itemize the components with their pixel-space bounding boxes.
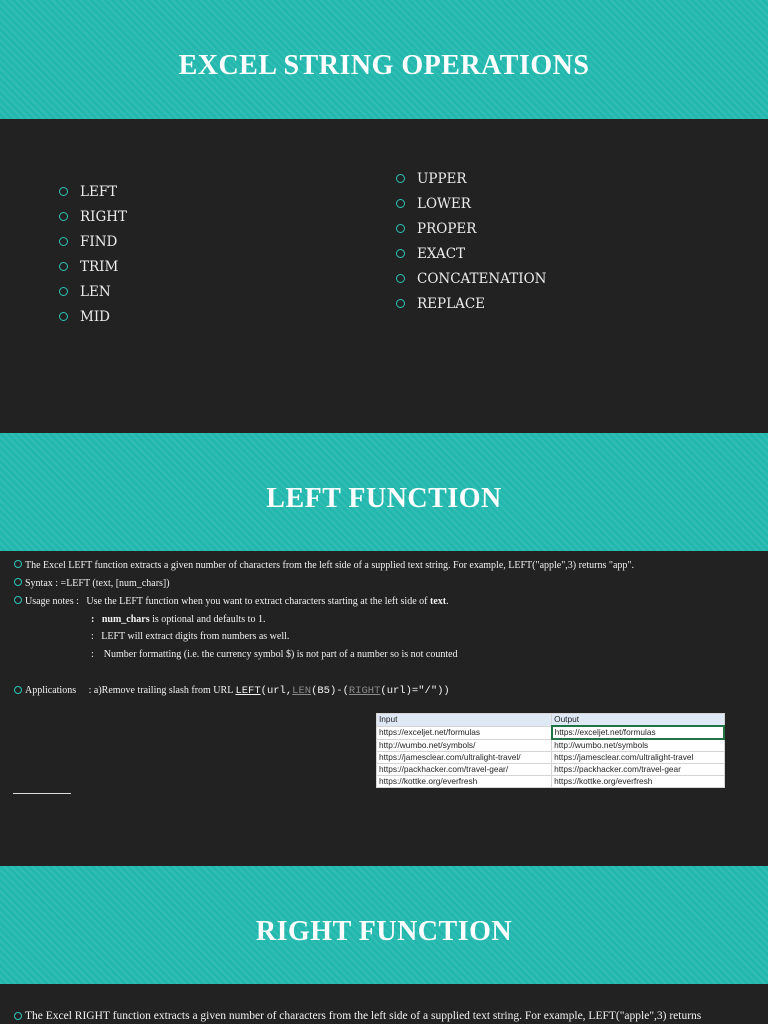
slide1-title: EXCEL STRING OPERATIONS (178, 50, 590, 81)
usage-note-digits: : LEFT will extract digits from numbers as well. (91, 631, 290, 642)
table-cell: https://exceljet.net/formulas (377, 726, 552, 739)
slide2-title: LEFT FUNCTION (266, 483, 502, 514)
function-name: EXACT (417, 246, 466, 262)
usage-notes-period: . (446, 596, 449, 607)
function-name: LOWER (417, 196, 471, 212)
formula-part2: (B5)-( (311, 685, 349, 697)
slide3-title: RIGHT FUNCTION (255, 916, 513, 947)
table-row (377, 739, 725, 752)
function-list-item (396, 192, 546, 217)
bullet-ring-icon (59, 187, 68, 196)
function-list-item (396, 167, 546, 192)
function-list-item (396, 242, 546, 267)
divider-line (13, 793, 71, 794)
function-name: FIND (80, 234, 118, 250)
applications-line (25, 685, 450, 697)
function-list-item (59, 255, 127, 280)
function-list-item (59, 180, 127, 205)
applications-label: Applications : a)Remove trailing slash from URL (25, 685, 236, 696)
function-list-item (59, 230, 127, 255)
formula-part1: (url, (260, 685, 293, 697)
bullet-ring-icon (14, 1012, 22, 1020)
table-row (377, 726, 725, 739)
left-usage-notes (25, 596, 449, 607)
function-list-item (59, 280, 127, 305)
table-cell: https://jamesclear.com/ultralight-travel/ (377, 752, 552, 764)
function-name: RIGHT (80, 209, 128, 225)
formula-len: LEN (292, 685, 312, 697)
formula-right: RIGHT (348, 685, 381, 697)
note-num-chars-text: is optional and defaults to 1. (149, 614, 266, 625)
table-header-cell: Output (552, 714, 724, 727)
bullet-ring-icon (59, 237, 68, 246)
bullet-ring-icon (14, 596, 22, 604)
function-list-item (396, 217, 546, 242)
bullet-ring-icon (396, 299, 405, 308)
bullet-ring-icon (59, 287, 68, 296)
bullet-ring-icon (59, 312, 68, 321)
slide3-header (0, 866, 768, 984)
table-header-cell: Input (377, 714, 552, 727)
bullet-ring-icon (396, 199, 405, 208)
table-cell: https://jamesclear.com/ultralight-travel (552, 752, 724, 764)
function-name: CONCATENATION (417, 271, 547, 287)
function-name: PROPER (417, 221, 477, 237)
table-cell: https://kottke.org/everfresh (552, 776, 724, 788)
function-list-item (59, 205, 127, 230)
bullet-ring-icon (14, 560, 22, 568)
right-function-list (396, 167, 546, 317)
function-name: LEFT (80, 184, 118, 200)
table-header-row (377, 714, 725, 727)
usage-notes-bold: text (429, 596, 447, 607)
table-cell: http://wumbo.net/symbols (552, 739, 724, 752)
table-cell: https://packhacker.com/travel-gear/ (377, 764, 552, 776)
slide1-header (0, 0, 768, 119)
function-list-item (59, 305, 127, 330)
bullet-ring-icon (396, 224, 405, 233)
bullet-ring-icon (14, 578, 22, 586)
function-name: UPPER (417, 171, 467, 187)
usage-note-num-chars (91, 614, 265, 625)
table-row (377, 776, 725, 788)
usage-note-formatting: : Number formatting (i.e. the currency symbol $) is not part of a number so is not counted (91, 649, 458, 660)
function-name: MID (80, 309, 110, 325)
function-name: LEN (80, 284, 111, 300)
function-name: REPLACE (417, 296, 486, 312)
bullet-ring-icon (59, 262, 68, 271)
bullet-ring-icon (14, 686, 22, 694)
left-function-list (59, 180, 127, 330)
table-cell: https://exceljet.net/formulas (552, 726, 724, 739)
note-num-chars-bold: num_chars (101, 614, 150, 625)
bullet-ring-icon (396, 174, 405, 183)
table-cell: https://packhacker.com/travel-gear (552, 764, 724, 776)
note-colon: : (91, 614, 102, 625)
function-list-item (396, 292, 546, 317)
formula-left: LEFT (235, 685, 261, 697)
bullet-ring-icon (396, 249, 405, 258)
table-cell: https://kottke.org/everfresh (377, 776, 552, 788)
usage-notes-text: Usage notes : Use the LEFT function when you want to extract characters starting at the left side of (25, 596, 430, 607)
table-cell: http://wumbo.net/symbols/ (377, 739, 552, 752)
table-row (377, 752, 725, 764)
bullet-ring-icon (59, 212, 68, 221)
url-example-table (376, 713, 725, 788)
function-list-item (396, 267, 546, 292)
slide2-header (0, 433, 768, 551)
function-name: TRIM (80, 259, 119, 275)
left-syntax: Syntax : =LEFT (text, [num_chars]) (25, 578, 170, 589)
bullet-ring-icon (396, 274, 405, 283)
left-description: The Excel LEFT function extracts a given number of characters from the left side of a supplied text string. For example, LEFT("apple",3) returns "app". (25, 560, 635, 571)
formula-part3: (url)="/")) (380, 685, 450, 697)
table-row (377, 764, 725, 776)
right-description: The Excel RIGHT function extracts a given number of characters from the left side of a supplied text string. For example, LEFT("apple",3) returns (25, 1010, 702, 1022)
